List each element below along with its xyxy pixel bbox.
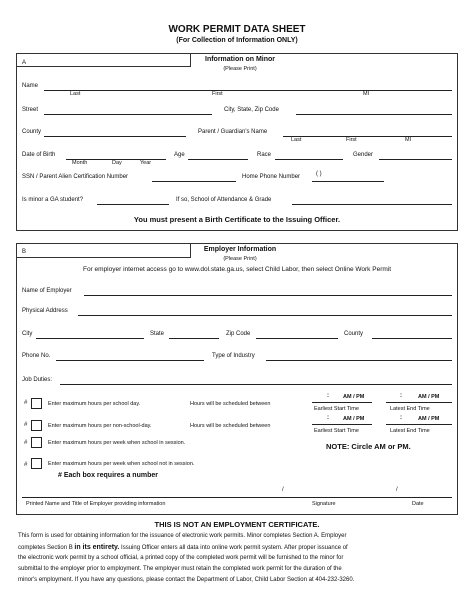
footer-line-2c: Issuing Officer enters all data into online work permit system. After proper issuance of [119, 545, 348, 551]
section-a-label: A [22, 60, 27, 66]
phone-field[interactable] [56, 360, 204, 361]
parent-first-label: First [346, 137, 357, 143]
race-label: Race [257, 152, 272, 158]
hash-2: # [24, 422, 28, 428]
footer-line-3: the electronic work permit by a school official, a printed copy of the completed work permit will be furnished to the minor for [18, 555, 344, 561]
latest-end-label-1: Latest End Time [390, 406, 430, 412]
section-b-please-print: (Please Print) [223, 256, 257, 262]
ssn-label: SSN / Parent Alien Certification Number [22, 174, 129, 180]
latest-end-label-2: Latest End Time [390, 428, 430, 434]
signature-label: Signature [312, 501, 336, 507]
max-non-school-day-box[interactable] [31, 420, 42, 431]
earliest-start-2-field[interactable] [312, 424, 372, 425]
home-phone-label: Home Phone Number [242, 174, 301, 180]
street-field[interactable] [44, 114, 212, 115]
earliest-start-label-2: Earliest Start Time [314, 428, 359, 434]
name-field[interactable] [44, 90, 452, 91]
colon-1b: : [400, 393, 402, 399]
max-week-not-in-session-label: Enter maximum hours per week when school not in session. [48, 461, 195, 467]
dob-year-label: Year [140, 160, 152, 166]
birth-certificate-notice: You must present a Birth Certificate to the Issuing Officer. [133, 215, 341, 224]
dob-month-label: Month [72, 160, 88, 166]
each-box-note: # Each box requires a number [58, 472, 158, 479]
name-mi-label: MI [363, 91, 370, 97]
schedule-between-label-2: Hours will be scheduled between [190, 423, 271, 429]
slash-2: / [396, 487, 398, 493]
schedule-between-label-1: Hours will be scheduled between [190, 401, 271, 407]
county-b-field[interactable] [372, 338, 452, 339]
page-title: WORK PERMIT DATA SHEET [168, 24, 306, 35]
home-phone-parens: ( ) [316, 171, 322, 177]
section-a-please-print: (Please Print) [223, 66, 257, 72]
not-employment-certificate: THIS IS NOT AN EMPLOYMENT CERTIFICATE. [154, 520, 320, 529]
physical-address-label: Physical Address [22, 308, 68, 314]
name-label: Name [22, 83, 39, 89]
ampm-2b[interactable]: AM / PM [418, 416, 440, 422]
max-school-day-box[interactable] [31, 398, 42, 409]
state-label: State [150, 331, 165, 337]
footer-entirety: in its entirety. [74, 544, 120, 551]
state-field[interactable] [169, 338, 219, 339]
max-week-in-session-box[interactable] [31, 437, 42, 448]
industry-field[interactable] [266, 360, 452, 361]
city-field[interactable] [36, 338, 144, 339]
employer-name-field[interactable] [84, 295, 452, 296]
latest-end-2-field[interactable] [386, 424, 452, 425]
colon-2a: : [327, 415, 329, 421]
ga-student-field[interactable] [97, 204, 169, 205]
dob-label: Date of Birth [22, 152, 56, 158]
dob-day-label: Day [112, 160, 122, 166]
footer-line-5: minor's employment. If you have any questions, please contact the Department of Labor, Child Labor Section at 404-232-3260. [18, 577, 355, 583]
colon-2b: : [400, 415, 402, 421]
earliest-start-label-1: Earliest Start Time [314, 406, 359, 412]
parent-name-field[interactable] [283, 136, 452, 137]
footer-line-4: submittal to the employer prior to employment. The employer must retain the completed work permit for the duration of the [18, 566, 342, 572]
industry-label: Type of Industry [212, 353, 255, 359]
county-b-label: County [344, 331, 364, 337]
max-school-day-label: Enter maximum hours per school day. [48, 401, 141, 407]
county-field[interactable] [44, 136, 186, 137]
date-label: Date [412, 501, 424, 507]
age-label: Age [174, 152, 185, 158]
section-b-label: B [22, 249, 27, 255]
ssn-field[interactable] [152, 181, 236, 182]
latest-end-1-field[interactable] [386, 402, 452, 403]
hash-3: # [24, 440, 28, 446]
city-label: City [22, 331, 33, 337]
gender-label: Gender [353, 152, 374, 158]
internet-access-note: For employer internet access go to www.dol.state.ga.us, select Child Labor, then select Online Work Permit [82, 266, 392, 273]
parent-mi-label: MI [405, 137, 412, 143]
earliest-start-1-field[interactable] [312, 402, 372, 403]
max-week-not-in-session-box[interactable] [31, 458, 42, 469]
phone-label: Phone No. [22, 353, 51, 359]
job-duties-field[interactable] [60, 384, 452, 385]
city-state-zip-field[interactable] [296, 114, 452, 115]
footer-line-1: This form is used for obtaining information for the issuance of electronic work permits. Minor completes Section A. Employer [18, 533, 347, 539]
zip-label: Zip Code [226, 331, 251, 337]
signature-line[interactable] [22, 497, 452, 498]
physical-address-field[interactable] [78, 315, 452, 316]
hash-1: # [24, 400, 28, 406]
colon-1a: : [327, 393, 329, 399]
ampm-1a[interactable]: AM / PM [343, 394, 365, 400]
printed-name-label: Printed Name and Title of Employer providing information [26, 501, 166, 507]
footer-line-2a: completes Section B [18, 545, 75, 551]
zip-field[interactable] [256, 338, 338, 339]
race-field[interactable] [275, 159, 343, 160]
age-field[interactable] [188, 159, 248, 160]
section-b-title: Employer Information [203, 246, 277, 253]
job-duties-label: Job Duties: [22, 377, 53, 383]
ampm-1b[interactable]: AM / PM [418, 394, 440, 400]
name-last-label: Last [70, 91, 81, 97]
employer-name-label: Name of Employer [22, 288, 72, 294]
ampm-2a[interactable]: AM / PM [343, 416, 365, 422]
max-week-in-session-label: Enter maximum hours per week when school in session. [48, 440, 186, 446]
section-a-title: Information on Minor [205, 56, 275, 63]
county-label: County [22, 129, 42, 135]
hash-4: # [24, 462, 28, 468]
school-field[interactable] [292, 204, 452, 205]
slash-1: / [282, 487, 284, 493]
circle-am-pm-note: NOTE: Circle AM or PM. [326, 442, 411, 451]
gender-field[interactable] [379, 159, 452, 160]
page-subtitle: (For Collection of Information ONLY) [176, 37, 298, 44]
ga-student-label: Is minor a GA student? [22, 197, 84, 203]
max-non-school-day-label: Enter maximum hours per non-school-day. [48, 423, 152, 429]
parent-last-label: Last [291, 137, 302, 143]
parent-name-label: Parent / Guardian's Name [198, 129, 268, 135]
school-label: If so, School of Attendance & Grade [176, 197, 272, 203]
name-first-label: First [212, 91, 223, 97]
city-state-zip-label: City, State, Zip Code [224, 107, 279, 113]
home-phone-field[interactable] [312, 181, 384, 182]
footer-line-2 [18, 544, 348, 551]
street-label: Street [22, 107, 39, 113]
